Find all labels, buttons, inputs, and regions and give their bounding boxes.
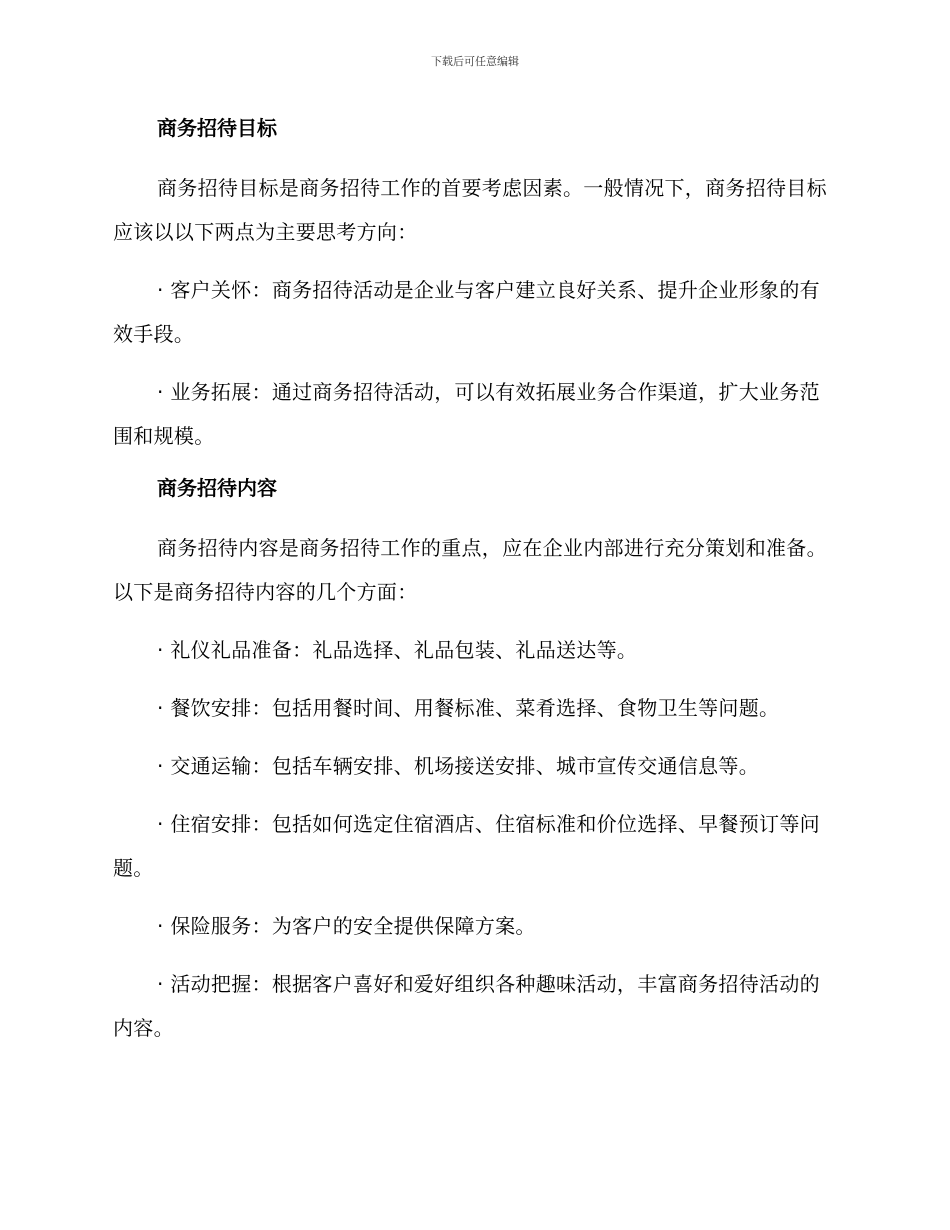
list-item: · 保险服务：为客户的安全提供保障方案。 — [157, 914, 536, 938]
list-item: · 礼仪礼品准备：礼品选择、礼品包装、礼品送达等。 — [157, 638, 638, 662]
section-intro-content: 商务招待内容是商务招待工作的重点，应在企业内部进行充分策划和准备。以下是商务招待内容的几个方面： — [113, 536, 827, 604]
list-item: · 业务拓展：通过商务招待活动，可以有效拓展业务合作渠道，扩大业务范围和规模。 — [113, 380, 820, 448]
page-header-note: 下载后可任意编辑 — [431, 55, 519, 68]
list-item: · 客户关怀：商务招待活动是企业与客户建立良好关系、提升企业形象的有效手段。 — [113, 278, 820, 346]
section-intro-goals: 商务招待目标是商务招待工作的首要考虑因素。一般情况下，商务招待目标应该以以下两点为主要思考方向： — [113, 176, 827, 244]
section-heading-content: 商务招待内容 — [157, 476, 277, 500]
section-heading-goals: 商务招待目标 — [157, 116, 277, 140]
document-body — [113, 112, 833, 1064]
list-item: · 交通运输：包括车辆安排、机场接送安排、城市宣传交通信息等。 — [157, 754, 760, 778]
list-item: · 住宿安排：包括如何选定住宿酒店、住宿标准和价位选择、早餐预订等问题。 — [113, 812, 820, 880]
list-item: · 活动把握：根据客户喜好和爱好组织各种趣味活动，丰富商务招待活动的内容。 — [113, 972, 820, 1040]
list-item: · 餐饮安排：包括用餐时间、用餐标准、菜肴选择、食物卫生等问题。 — [157, 696, 780, 720]
